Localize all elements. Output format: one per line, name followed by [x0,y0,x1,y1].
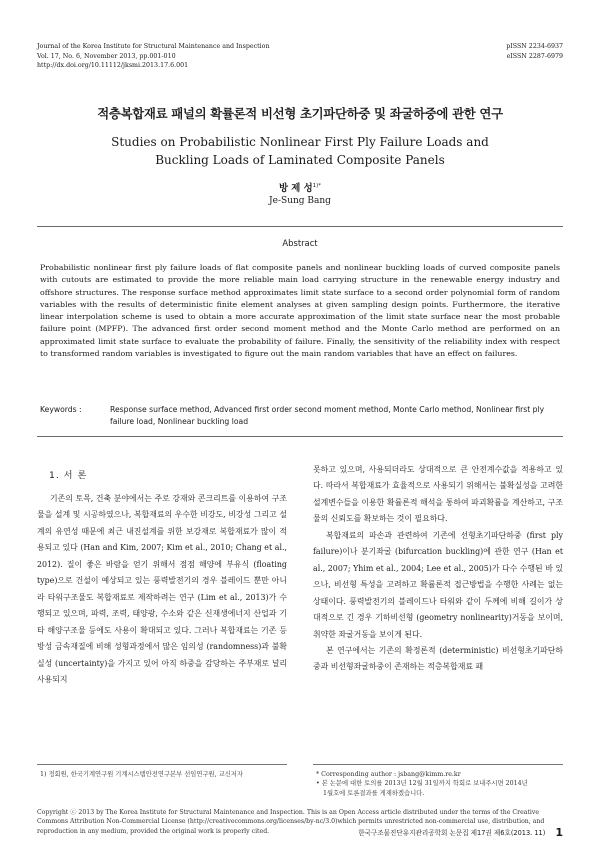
keywords-label: Keywords : [40,405,82,414]
corresponding-author: * Corresponding author : jsbang@kimm.re.kr [316,771,461,778]
author-korean [0,180,600,194]
abstract-text: Probabilistic nonlinear first ply failure loads of flat composite panels and nonlinear buckling loads of curved composite panels with cutouts are estimated to provide the more reliable main load carrying structure in the renewable energy industry and offshore structures. The response surface method approximates limit state surface to a second order polynomial form of random variables with the results of deterministic finite element analyses at given sampling design points. Furthermore, the iterative linear interpolation scheme is used to obtain a more accurate approximation of the limit state surface near the most probable failure point (MPFP). The advanced first order second moment method and the Monte Carlo method are performed on an approximated limit state surface to evaluate the probability of failure. Finally, the sensitivity of the reliability index with respect to transformed random variables is investigated to figure out the main random variables that have an effect on failures. [40,263,560,358]
discussion-note: • 본 논문에 대한 토의를 2013년 12월 31일까지 학회로 보내주시면 2014년 [316,780,528,788]
body-paragraph: 못하고 있으며, 사용되더라도 상대적으로 큰 안전계수값을 적용하고 있다. 따라서 복합재료가 효율적으로 사용되기 위해서는 불확실성을 고려한 설계변수들을 이용한 확률론적 해석을 통하여 파괴확률을 계산하고, 구조물의 신뢰도를 확보하는 것이 필요하다. [313,465,563,524]
keywords [40,404,560,429]
footnote-author-affiliation: 1) 정회원, 한국기계연구원 기계시스템안전연구본부 선임연구원, 교신저자 [40,771,243,778]
body-paragraph: 본 연구에서는 기존의 확정론적 (deterministic) 비선형초기파단하중과 비선형좌굴하중이 존재하는 적층복합재료 패 [313,645,563,672]
abstract-top-rule [37,226,563,227]
body-column-left [37,491,287,688]
footer-journal: 한국구조물진단유지관리공학회 논문집 제17권 제6호(2013. 11) [358,829,546,837]
copyright-notice: Copyright ⓒ 2013 by The Korea Institute for Structural Maintenance and Inspection. This is an Open Access article distributed under the terms of the Creative Commons Attribution Non-Commercial License (http://creativecommons.org/licenses/by-nc/3.0)which permits unrestricted non-commercial use, distribution, and reproduction in any medium, provided the original work is properly cited. [37,809,545,835]
journal-header [37,42,270,71]
keywords-text: Response surface method, Advanced first order second moment method, Monte Carlo method, Nonlinear first ply failure load, Nonlinear buckling load [110,405,545,427]
author-name-korean: 방 제 성 [278,183,313,194]
title-english-line-2: Buckling Loads of Laminated Composite Panels [155,153,445,167]
footnote-rule-left [37,764,287,765]
journal-volume: Vol. 17, No. 6, November 2013, pp.001-010 [37,52,176,60]
footnote-rule-right [313,764,563,765]
footnote-correspondence [316,770,564,798]
abstract-heading: Abstract [282,238,318,248]
issn-block [506,42,563,61]
body-column-right [313,462,563,676]
body-paragraph: 기존의 토목, 건축 분야에서는 주로 강재와 콘크리트를 이용하여 구조물을 설계 및 시공하였으나, 복합재료의 우수한 비강도, 비강성 그리고 설계의 유연성 때문에 최근 내진설계를 위한 보강재로 복합재료가 많이 적용되고 있다 (Han and Kim, 2007; Kim et al., 2010; Chang et al., 2012). 질이 좋은 바람을 얻기 위해서 점점 해양에 부유식 (floating type)으로 건설이 예상되고 있는 풍력발전기의 경우 블레이드 뿐만 아니라 타워구조물도 복합재료로 제작하려는 연구 (Lim et al., 2013)가 수행되고 있으며, 파력, 조력, 태양광, 수소와 같은 신재생에너지 산업과 기타 해양구조물 등에도 사용이 확대되고 있다. 그러나 복합재료는 기존 등방성 금속재질에 비해 성형과정에서 많은 임의성 (randomness)과 불확실성 (uncertainty)을 가지고 있어 아직 하중을 감당하는 주부재로 널리 사용되지 [37,494,287,684]
title-korean: 적층복합재료 패널의 확률론적 비선형 초기파단하중 및 좌굴하중에 관한 연구 [97,106,503,121]
body-paragraph: 복합재료의 파손과 관련하여 기존에 선형초기파단하중 (first ply failure)이나 분기좌굴 (bifurcation buckling)에 관한 연구 (Han et al., 2007; Yhim et al., 2004; Lee et al., 2005)가 다수 수행된 바 있으나, 비선형 특성을 고려하고 확률론적 접근방법을 수행한 사례는 없는 상태이다. 풍력발전기의 블레이드나 타워와 같이 두께에 비해 길이가 상대적으로 긴 경우 기하비선형 (geometry nonlinearity)거동을 보이며, 취약한 좌굴거동을 보이게 된다. [313,530,563,639]
journal-name: Journal of the Korea Institute for Structural Maintenance and Inspection [37,43,270,50]
abstract-bottom-rule [37,436,563,437]
title-english-line-1: Studies on Probabilistic Nonlinear First Ply Failure Loads and [111,135,489,149]
pissn: pISSN 2234-6937 [506,43,563,50]
page-number: 1 [555,826,563,839]
title-english [0,133,600,169]
discussion-note-continued: 1월호에 토론결과를 게재하겠습니다. [323,789,425,797]
author-mark: 1)* [312,182,322,189]
doi-link[interactable]: http://dx.doi.org/10.11112/jksmi.2013.17.6.001 [37,62,189,70]
page-footer [358,826,563,839]
author-english: Je-Sung Bang [269,196,331,206]
section-title-introduction: 1. 서 론 [49,470,88,481]
eissn: eISSN 2287-6979 [506,52,563,60]
